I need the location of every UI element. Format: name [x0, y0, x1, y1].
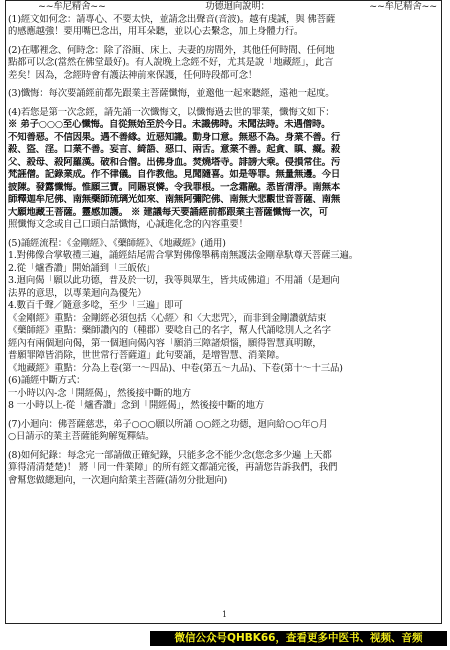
text-line: 算得清清楚楚)！ 將「同一件業障」的所有經文都誦完後，再請您告訴我們，我們	[8, 462, 338, 473]
text-line: 《地藏經》重點：分為上卷(第一～四品)、中卷(第五～九品)、下卷(第十～十三品)	[8, 362, 343, 374]
text-line: 梵誣僧。記錄業成。作不律儀。自作教他。見聞隨喜。如是等罪。無量無邊。今日	[8, 169, 341, 180]
text-line: 《藥師經》重點：藥師讚內的（種郡）要唸自己的名字，幫人代誦唸別人之名字	[8, 325, 331, 336]
text-line: (3)懺悔：每次要誦經前都先跟業主菩薩懺悔，並邀他一起來聽經，遠祂一起度。	[8, 88, 335, 99]
text-line: 《金剛經》重點：金剛經必須包括〈心經〉和〈大悲咒〉，而非到金剛讚就結束	[8, 312, 327, 324]
text-line: (5)誦經流程：《金剛經》、《藥師經》、《地藏經》(通用)	[8, 237, 226, 249]
text-line: 4.數百千聲／隨意多唸，至少「三遍」即可	[8, 300, 183, 311]
text-lines	[8, 14, 441, 488]
text-line: ※ 弟子○○○至心懺悔。自從無始至於今日。未識佛時。未聞法時。未遇僧時。	[8, 119, 331, 130]
text-line: 3.迴向偈「願以此功德，普及於一切，我等與眾生，皆共成佛道」不用誦（是迴向	[8, 275, 340, 286]
text-line: 1.對佛像合掌敬禮三遍，誦經結尾需合掌對佛像舉稱南無護法金剛韋馱尊天菩薩三遍。	[8, 250, 358, 261]
page-number: 1	[221, 610, 228, 619]
text-line: 不知善惡。不信因果。遇不善緣。近惡知識。動身口意。無惡不為。身業不善。行	[8, 131, 341, 143]
text-line: (8)如何紀錄：每念完一部請做正確紀錄，只能多念不能少念(您念多少遍 上天都	[8, 449, 332, 461]
text-line: 照懺悔文念或自己口頭白話懺悔，心誠進化念的內容重要！	[8, 219, 248, 230]
text-line: 經內有兩個迴向偈，第一個迴向偈內容「願消三障諸煩惱，願得智慧真明瞭，	[8, 337, 322, 349]
text-line: (1)經文如何念：請專心、不要太快，並請念出聲音(音波)。越有虔誠，與 佛菩薩	[8, 13, 336, 25]
text-line: 一小時以內-念「開經偈」，然後接中斷的地方	[8, 387, 191, 399]
text-line: 會幫您做總迴向，一次迴向給業主菩薩(請勿分批迴向)	[8, 474, 228, 486]
text-line: 點都可以念(當然在佛堂最好)。有人說晚上念經不好，尤其是說「地藏經」，此言	[8, 57, 334, 68]
text-line: 2.從「爐香讚」開始誦到「三皈依」	[8, 262, 156, 274]
header-right: ~~牟尼精舍~~	[369, 1, 437, 12]
promo-banner: 微信公众号QHBK66，查看更多中医书、视频、音频	[150, 631, 447, 646]
text-line: (7)小迴向：佛菩薩慈悲，弟子○○○願以所誦 ○○經之功德，迴向給○○年○月	[8, 418, 328, 430]
header-title: 功德迴向說明：	[205, 1, 270, 12]
text-line: 普願罪障皆消除，世世常行菩薩道」此句要誦，是增智慧、消業障。	[8, 350, 285, 361]
document-page	[5, 0, 442, 624]
text-line: 法界的意思，以專業迴向為優先）	[8, 287, 147, 299]
text-line: 殺、盜、淫。口業不善。妄言、綺語、惡口、兩舌。意業不善。起貪、瞋、癡。殺	[8, 144, 341, 155]
text-line: ○日請示的業主菩薩能夠解冤釋結。	[8, 431, 155, 442]
text-line: 父、殺母、殺阿羅漢。破和合僧。出佛身血。焚燒塔寺。誹謗大乘。侵損常住。污	[8, 156, 341, 168]
document-body	[8, 1, 441, 487]
text-line: 8 一小時以上-從「爐香讚」念到「開經偈」，然後接中斷的地方	[8, 400, 265, 411]
text-line: 披陳。發露懺悔。惟願三寶。同賜哀憐。令我罪根。一念霜融。悉皆清淨。南無本	[8, 181, 341, 193]
text-line: 師釋迦牟尼佛、南無藥師琉璃光如來、南無阿彌陀佛、南無大悲觀世音菩薩、南無	[8, 194, 341, 205]
page-header	[8, 1, 441, 14]
text-line: (6)誦經中斷方式：	[8, 375, 86, 386]
text-line: (4)若您是第一次念經，請先誦一次懺悔文，以懺悔過去世的罪業，懺悔文如下：	[8, 106, 335, 118]
text-line: 的感應越強！要用嘴巴念出，用耳朵聽，並以心去繫念，加上身體力行。	[8, 26, 304, 37]
text-line: 大願地藏王菩薩。靈感加護。 ※ 建議每天要誦經前都跟業主菩薩懺悔一次，可	[8, 206, 328, 218]
header-left: ~~牟尼精舍~~	[38, 1, 106, 12]
text-line: (2)在哪裡念、何時念：除了浴廁、床上、夫妻的房間外，其他任何時間、任何地	[8, 44, 335, 56]
text-line: 差矣！因為，念經時會有護法神前來保護，任何時段都可念！	[8, 69, 258, 81]
